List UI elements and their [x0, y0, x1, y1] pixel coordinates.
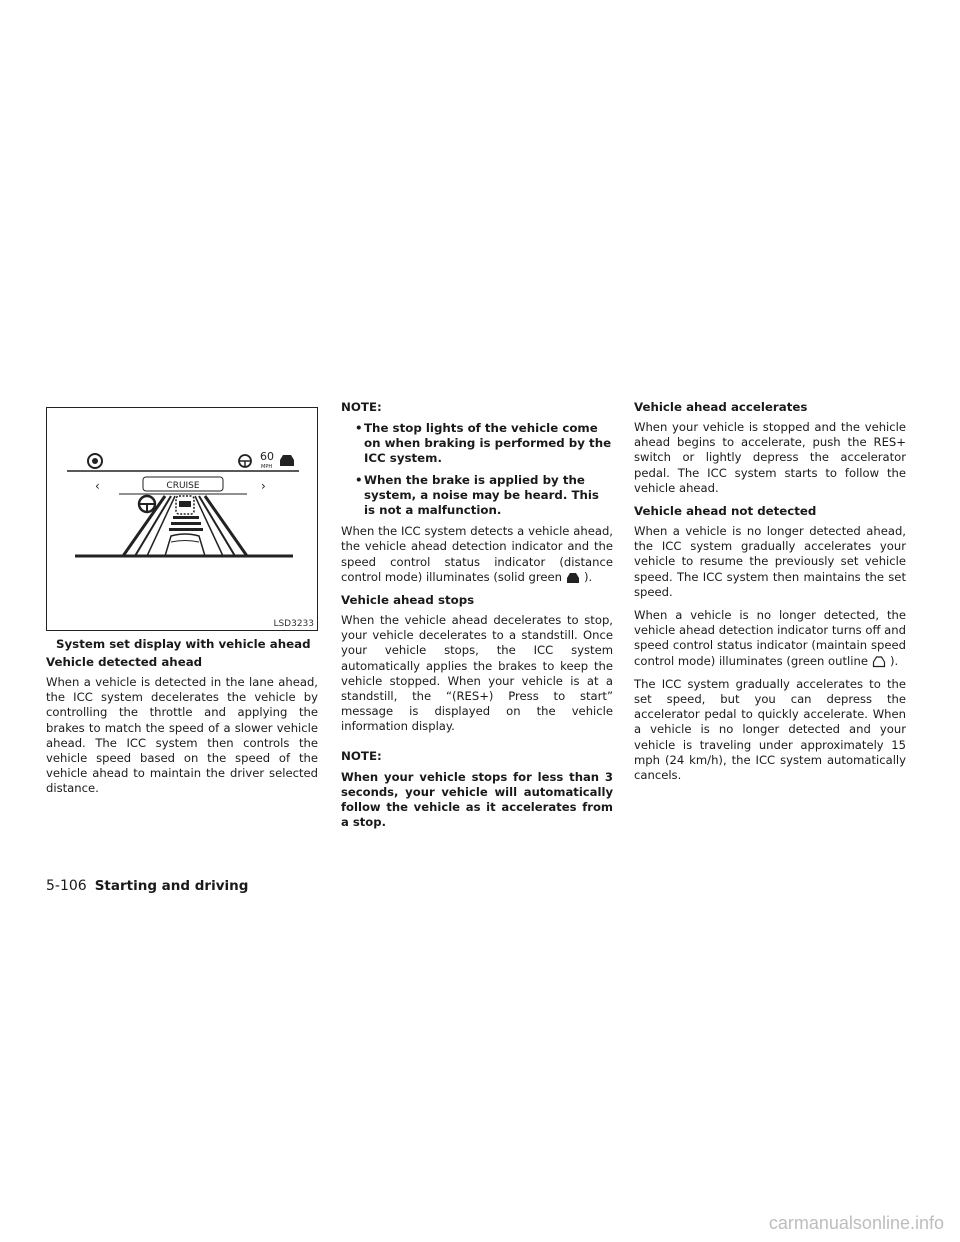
paragraph-no-longer-detected-text: When a vehicle is no longer detected, the vehicle ahead detection indicator turns off and speed control status indicator (maintain speed control mode) illuminates (green outline: [634, 608, 906, 668]
note2-title: NOTE:: [341, 748, 382, 763]
cruise-display-figure: [46, 407, 318, 631]
vehicle-ahead-illustration: [176, 496, 194, 514]
paragraph-icc-detects: [341, 524, 613, 585]
paragraph-icc-detects-end: ).: [583, 569, 593, 584]
note-bullet: • The stop lights of the vehicle come on when braking is performed by the ICC system.: [355, 421, 612, 466]
figure-caption: System set display with vehicle ahead: [56, 637, 311, 651]
note-title: NOTE:: [341, 400, 382, 414]
figure-label: LSD3233: [273, 619, 314, 629]
column-2: [341, 400, 613, 838]
speed-value: 60: [260, 450, 274, 463]
heading-vehicle-detected: Vehicle detected ahead: [46, 655, 203, 669]
heading-vehicle-stops: Vehicle ahead stops: [341, 593, 475, 608]
heading-not-detected: Vehicle ahead not detected: [634, 504, 817, 519]
note-bullet: • When the brake is applied by the system, a noise may be heard. This is not a malfunction.: [355, 473, 613, 519]
paragraph-no-longer-detected: [634, 608, 906, 669]
steering-indicator-icon: [139, 496, 155, 512]
steering-wheel-icon: [239, 455, 251, 467]
paragraph-vehicle-stops: When the vehicle ahead decelerates to stop, your vehicle decelerates to a standstill. Once your vehicle stops, the ICC system automatically applies the brakes to keep the vehicle stopped. When your vehicle is at a standstill, the “(RES+) Press to start” message is displayed on the vehicle information display.: [341, 613, 613, 734]
watermark: carmanualsonline.info: [768, 1213, 944, 1233]
column-1: [46, 400, 318, 805]
paragraph-icc-detects-text: When the ICC system detects a vehicle ahead, the vehicle ahead detection indicator and the speed control status indicator (distance control mode) illuminates (solid green: [341, 524, 613, 584]
right-arrow: ›: [261, 479, 266, 493]
section-title: Starting and driving: [94, 878, 249, 894]
speed-unit: MPH: [261, 464, 273, 470]
column-3: [634, 400, 906, 791]
note2-text: When your vehicle stops for less than 3 seconds, your vehicle will automatically follow the vehicle as it accelerates from a stop.: [341, 769, 613, 830]
left-arrow: ‹: [95, 479, 100, 493]
cruise-display-illustration: [47, 408, 317, 630]
own-vehicle-illustration: [165, 534, 205, 556]
paragraph-vehicle-accelerates: When your vehicle is stopped and the vehicle ahead begins to accelerate, push the RES+ switch or lightly depress the accelerator pedal. The ICC system starts to follow the vehicle ahead.: [634, 420, 906, 495]
paragraph-vehicle-detected: When a vehicle is detected in the lane ahead, the ICC system decelerates the vehicle by controlling the throttle and applying the brakes to match the speed of a slower vehicle ahead. The ICC system then controls the vehicle speed based on the speed of the vehicle ahead to maintain the driver selected distance.: [46, 675, 318, 796]
paragraph-no-longer-detected-end: ).: [889, 653, 899, 668]
vehicle-ahead-icon: [280, 455, 294, 466]
vehicle-outline-icon: [872, 655, 886, 668]
steering-assist-icon: [88, 454, 102, 468]
note-bullet-text: The stop lights of the vehicle come on when braking is performed by the ICC system.: [364, 421, 612, 466]
heading-vehicle-accelerates: Vehicle ahead accelerates: [634, 400, 808, 414]
page-number: 5-106: [46, 878, 87, 894]
paragraph-gradual-acceleration: The ICC system gradually accelerates to the set speed, but you can depress the accelerator pedal to quickly accelerate. When a vehicle is no longer detected and your vehicle is traveling under approximately 15 mph (24 km/h), the ICC system automatically cancels.: [634, 676, 906, 783]
paragraph-not-detected: When a vehicle is no longer detected ahead, the ICC system gradually accelerates your vehicle to resume the previously set vehicle speed. The ICC system then maintains the set speed.: [634, 524, 906, 599]
cruise-label: CRUISE: [166, 481, 200, 491]
vehicle-solid-icon: [566, 571, 580, 584]
distance-bars: [169, 516, 203, 531]
page-footer: [46, 878, 248, 894]
note-bullet-text: When the brake is applied by the system, a noise may be heard. This is not a malfunction.: [364, 472, 599, 518]
